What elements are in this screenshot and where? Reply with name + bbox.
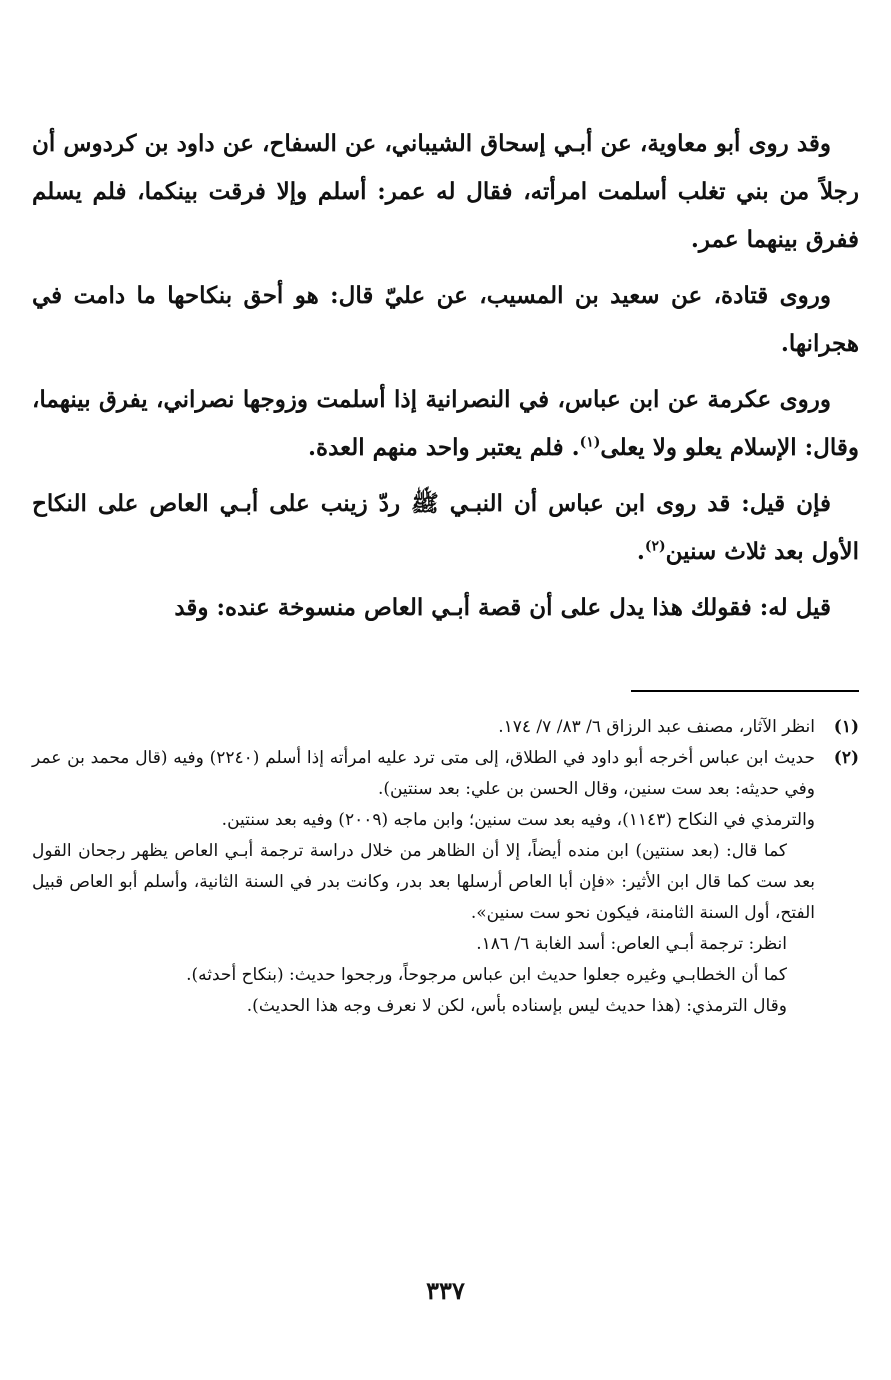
paragraph-2: وروى قتادة، عن سعيد بن المسيب، عن عليّ قال: هو أحق بنكاحها ما دامت في هجرانها.: [32, 282, 859, 357]
paragraph-3-text: وروى عكرمة عن ابن عباس، في النصرانية إذا أسلمت وزوجها نصراني، يفرق بينهما، وقال: الإسلام يعلو ولا يعلى: [32, 386, 859, 461]
footnote-2-para-4: انظر: ترجمة أبـي العاص: أسد الغابة ٦/ ١٨٦.: [476, 934, 787, 954]
paragraph-4-text: فإن قيل: قد روى ابن عباس أن النبـي ﷺ ردّ زينب على أبـي العاص على النكاح الأول بعد ثلاث سنين: [32, 490, 859, 565]
paragraph-4: [32, 480, 859, 576]
footnote-2-para-2: والترمذي في النكاح (١١٤٣)، وفيه بعد ست سنين؛ وابن ماجه (٢٠٠٩) وفيه بعد سنتين.: [221, 810, 815, 830]
footnotes: [32, 712, 859, 1022]
paragraph-3: [32, 376, 859, 472]
footnote-text: [32, 712, 815, 743]
paragraph-3-end: . فلم يعتبر واحد منهم العدة.: [308, 434, 580, 461]
paragraph-5: قيل له: فقولك هذا يدل على أن قصة أبـي العاص منسوخة عنده: وقد: [174, 594, 831, 621]
footnote-ref-2[interactable]: (٢): [644, 538, 666, 555]
main-text: [32, 120, 859, 640]
footnote-2-para-3: كما قال: (بعد سنتين) ابن منده أيضاً، إلا أن الظاهر من خلال دراسة ترجمة أبـي العاص يظهر رجحان القول بعد ست كما قال ابن الأثير: «فإن أبا العاص أرسلها بعد بدر، وكانت بدر في السنة الثانية، وأسلم أبو العاص قبيل الفتح، أول السنة الثامنة، فيكون نحو ست سنين».: [32, 841, 815, 923]
paragraph-1: وقد روى أبو معاوية، عن أبـي إسحاق الشيباني، عن السفاح، عن داود بن كردوس أن رجلاً من بني تغلب أسلمت امرأته، فقال له عمر: أسلم وإلا فرقت بينكما، فلم يسلم ففرق بينهما عمر.: [32, 130, 859, 253]
footnote-text: [32, 743, 815, 1022]
footnote-ref-1[interactable]: (١): [579, 434, 601, 451]
footnote-1: [32, 712, 859, 743]
footnote-number: (١): [833, 717, 859, 737]
footnote-2: [32, 743, 859, 1022]
footnote-2-para-6: وقال الترمذي: (هذا حديث ليس بإسناده بأس، لكن لا نعرف وجه هذا الحديث).: [246, 996, 787, 1016]
footnote-2-para-5: كما أن الخطابـي وغيره جعلوا حديث ابن عباس مرجوحاً، ورجحوا حديث: (بنكاح أحدثه).: [186, 965, 787, 985]
footnote-1-text: انظر الآثار، مصنف عبد الرزاق ٦/ ٨٣/ ٧/ ١٧٤.: [498, 717, 815, 737]
footnote-2-para-1: حديث ابن عباس أخرجه أبو داود في الطلاق، إلى متى ترد عليه امرأته إذا أسلم (٢٢٤٠) وفيه (قال محمد بن عمر وفي حديثه: بعد ست سنين، وقال الحسن بن علي: بعد سنتين).: [32, 748, 815, 799]
footnote-divider: [631, 690, 859, 692]
paragraph-4-end: .: [636, 538, 645, 565]
footnote-number: (٢): [833, 748, 859, 768]
page-number: ٣٣٧: [426, 1276, 465, 1305]
